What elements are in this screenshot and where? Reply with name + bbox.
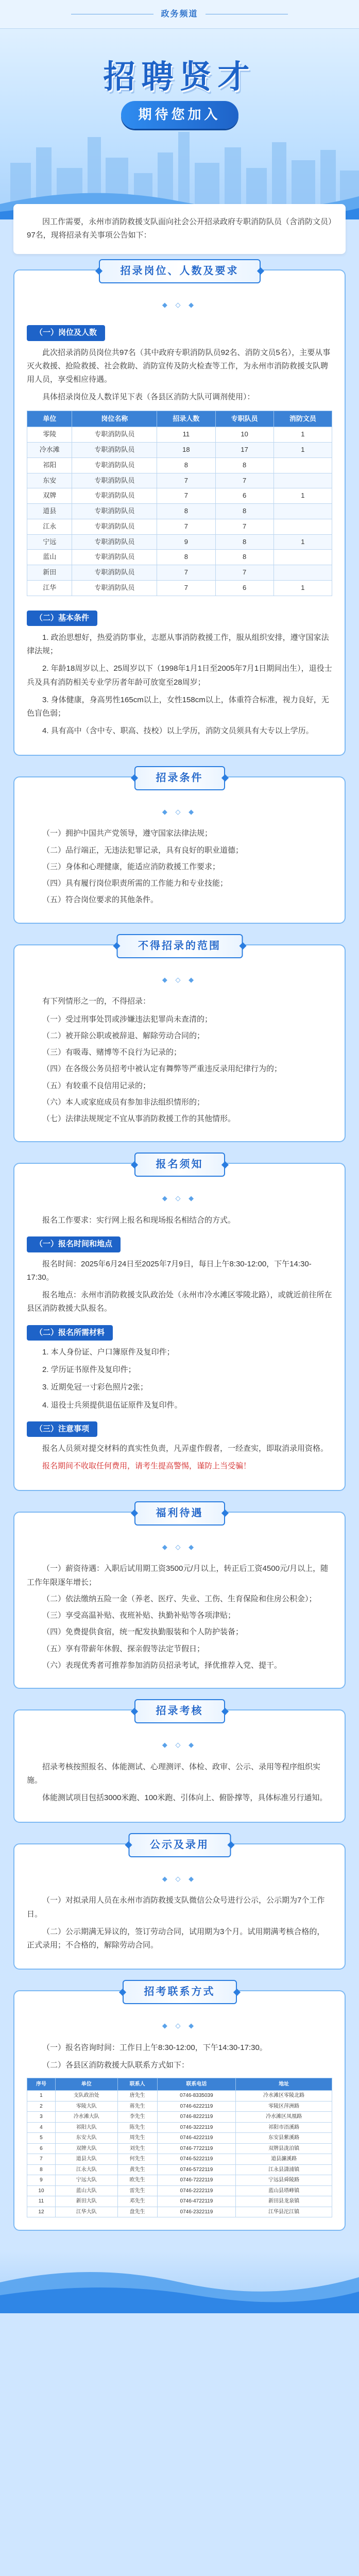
- table-cell: 江永县潇浦镇: [236, 2164, 332, 2175]
- table-cell: 专职消防队员: [72, 550, 157, 565]
- table-cell: 0746-8335039: [157, 2091, 236, 2102]
- contact-table: [27, 2078, 332, 2218]
- table-cell: [273, 473, 332, 488]
- section-application: [13, 1159, 346, 1490]
- section-heading: 福利待遇: [134, 1501, 225, 1526]
- table-cell: 冷水滩: [27, 443, 72, 458]
- paragraph: 招录考核按照报名、体能测试、心理测评、体检、政审、公示、录用等程序组织实施。: [27, 1762, 321, 1785]
- table-cell: 邓先生: [117, 2196, 157, 2207]
- table-row: [27, 504, 332, 519]
- table-cell: 0746-8222119: [157, 2112, 236, 2123]
- table-cell: 江永: [27, 519, 72, 534]
- table-cell: 江华大队: [55, 2207, 117, 2217]
- ornament: ◆ ◇ ◆: [162, 807, 197, 816]
- list-item: （三）有吸毒、赌博等不良行为记录的；: [42, 1048, 182, 1057]
- list-item: （四）具有履行岗位职责所需的工作能力和专业技能；: [42, 879, 228, 888]
- table-cell: 新田大队: [55, 2196, 117, 2207]
- table-cell: 新田县龙泉镇: [236, 2196, 332, 2207]
- paragraph: 体能测试项目包括3000米跑、100米跑、引体向上、俯卧撑等，具体标准另行通知。: [42, 1793, 328, 1803]
- table-cell: 江华县沱江镇: [236, 2207, 332, 2217]
- table-row: [27, 2133, 332, 2144]
- table-cell: [273, 550, 332, 565]
- paragraph: （一）对拟录用人员在永州市消防救援支队微信公众号进行公示，公示期为7个工作日。: [27, 1896, 325, 1919]
- table-row: [27, 427, 332, 443]
- table-cell: 蒋先生: [117, 2101, 157, 2112]
- section-heading: 招录岗位、人数及要求: [99, 259, 261, 283]
- table-cell: 专职消防队员: [72, 565, 157, 581]
- table-cell: 刘先生: [117, 2143, 157, 2154]
- paragraph: 3. 近期免冠一寸彩色照片2张；: [42, 1383, 148, 1392]
- table-cell: [273, 504, 332, 519]
- table-row: [27, 2164, 332, 2175]
- table-cell: [273, 519, 332, 534]
- table-cell: 8: [157, 550, 215, 565]
- table-cell: 2: [27, 2101, 56, 2112]
- table-header: 联系电话: [157, 2078, 236, 2091]
- table-header: 单位: [27, 411, 72, 427]
- section-positions: [13, 265, 346, 756]
- table-cell: 祁阳市浯溪路: [236, 2122, 332, 2133]
- section-heading: 公示及录用: [128, 1833, 231, 1857]
- intro-paragraph: 因工作需要，永州市消防救援支队面向社会公开招录政府专职消防队员（含消防文员）97名，现将招录有关事项公告如下：: [13, 204, 346, 254]
- paragraph: 具体招录岗位及人数详见下表（各县区消防大队可调剂使用）：: [42, 393, 255, 402]
- table-cell: [273, 565, 332, 581]
- table-header: 地址: [236, 2078, 332, 2091]
- table-cell: 0746-5222119: [157, 2154, 236, 2165]
- list-item: （二）被开除公职或被辞退、解除劳动合同的；: [42, 1031, 205, 1040]
- table-cell: 8: [157, 504, 215, 519]
- table-cell: 宁远: [27, 534, 72, 550]
- table-row: [27, 580, 332, 596]
- ornament: ◆ ◇ ◆: [162, 300, 197, 309]
- paragraph: 4. 退役士兵须提供退伍证原件及复印件。: [42, 1400, 182, 1410]
- table-cell: 0746-2222119: [157, 2185, 236, 2196]
- table-cell: 雷先生: [117, 2185, 157, 2196]
- footer-wave: [0, 2251, 359, 2313]
- section-heading: 招录考核: [134, 1699, 225, 1723]
- ornament: ◆ ◇ ◆: [162, 1543, 197, 1551]
- table-cell: 8: [27, 2164, 56, 2175]
- table-cell: 零陵区萍洲路: [236, 2101, 332, 2112]
- section-publicity: [13, 1839, 346, 1970]
- table-cell: 江华: [27, 580, 72, 596]
- list-item: （七）法律法规规定不宜从事消防救援工作的其他情形。: [42, 1114, 236, 1123]
- table-row: [27, 2091, 332, 2102]
- hero-banner: [0, 29, 359, 219]
- table-cell: 专职消防队员: [72, 488, 157, 504]
- table-cell: 7: [157, 519, 215, 534]
- table-cell: 8: [215, 534, 273, 550]
- table-cell: 3: [27, 2112, 56, 2123]
- table-cell: 7: [157, 488, 215, 504]
- table-cell: 蓝山: [27, 550, 72, 565]
- table-cell: 6: [27, 2143, 56, 2154]
- table-header: 招录人数: [157, 411, 215, 427]
- paragraph: 有下列情形之一的，不得招录：: [42, 997, 151, 1006]
- table-cell: 0746-4722119: [157, 2196, 236, 2207]
- paragraph: 2. 学历证书原件及复印件；: [42, 1365, 136, 1374]
- paragraph: 报名地点：永州市消防救援支队政治处（永州市冷水滩区零陵北路），或就近前往所在县区消防救援大队报名。: [27, 1291, 332, 1313]
- table-cell: 7: [157, 580, 215, 596]
- hero-subtitle: 期待您加入: [121, 101, 238, 129]
- table-cell: 6: [215, 488, 273, 504]
- section-heading: 招录条件: [134, 766, 225, 790]
- table-cell: 唐先生: [117, 2091, 157, 2102]
- section-exclusions: [13, 940, 346, 1143]
- table-cell: 9: [27, 2175, 56, 2186]
- table-cell: 18: [157, 443, 215, 458]
- table-row: [27, 565, 332, 581]
- list-item: （三）享受高温补贴、夜班补贴、执勤补贴等各项津贴；: [42, 1611, 236, 1620]
- list-item: （五）有较重不良信用记录的；: [42, 1081, 151, 1090]
- table-cell: 祁阳: [27, 457, 72, 473]
- table-cell: 宁远大队: [55, 2175, 117, 2186]
- ornament: ◆ ◇ ◆: [162, 975, 197, 984]
- section-selection: [13, 1705, 346, 1823]
- table-cell: 0746-7722119: [157, 2143, 236, 2154]
- table-cell: 专职消防队员: [72, 519, 157, 534]
- table-cell: 1: [273, 488, 332, 504]
- table-cell: 1: [27, 2091, 56, 2102]
- table-cell: 专职消防队员: [72, 504, 157, 519]
- table-row: [27, 519, 332, 534]
- list-item: （六）表现优秀者可推荐参加消防员招录考试，择优推荐入党、提干。: [42, 1660, 282, 1670]
- table-cell: 8: [215, 550, 273, 565]
- table-cell: 道县濂溪路: [236, 2154, 332, 2165]
- table-cell: 东安: [27, 473, 72, 488]
- table-row: [27, 2175, 332, 2186]
- table-cell: 0746-2322119: [157, 2207, 236, 2217]
- subsection-title: （一）报名时间和地点: [27, 1236, 121, 1252]
- table-cell: 0746-4222119: [157, 2133, 236, 2144]
- wave-icon: [0, 2251, 359, 2313]
- table-header: 专职队员: [215, 411, 273, 427]
- table-cell: [273, 457, 332, 473]
- table-cell: 5: [27, 2133, 56, 2144]
- table-cell: 道县: [27, 504, 72, 519]
- channel-tag[interactable]: 政务频道: [161, 9, 198, 19]
- table-cell: 专职消防队员: [72, 580, 157, 596]
- table-cell: 7: [215, 519, 273, 534]
- section-heading: 不得招录的范围: [116, 934, 243, 958]
- paragraph: 1. 本人身份证、户口簿原件及复印件；: [42, 1347, 175, 1357]
- list-item: （三）身体和心理健康，能适应消防救援工作要求；: [42, 862, 220, 871]
- warning-note: 报名期间不收取任何费用，请考生提高警惕，谨防上当受骗！: [42, 1462, 251, 1471]
- table-cell: 蓝山县塔峰镇: [236, 2185, 332, 2196]
- paragraph: 3. 身体健康，身高男性165cm以上，女性158cm以上，体重符合标准，视力良好，无色盲色弱；: [27, 695, 329, 718]
- table-header: 序号: [27, 2078, 56, 2091]
- paragraph: 报名工作要求：实行网上报名和现场报名相结合的方式。: [42, 1216, 236, 1225]
- table-cell: 双牌: [27, 488, 72, 504]
- top-bar: [0, 0, 359, 29]
- table-cell: 17: [215, 443, 273, 458]
- paragraph: 报名时间：2025年6月24日至2025年7月9日，每日上午8:30-12:00，下午14:30-17:30。: [27, 1259, 312, 1282]
- list-item: （二）依法缴纳五险一金（养老、医疗、失业、工伤、生育保险和住房公积金）；: [42, 1594, 317, 1603]
- positions-table: [27, 411, 332, 596]
- table-row: [27, 534, 332, 550]
- ornament: ◆ ◇ ◆: [162, 1194, 197, 1202]
- table-cell: 7: [215, 565, 273, 581]
- list-item: （五）符合岗位要求的其他条件。: [42, 895, 159, 905]
- table-cell: 何先生: [117, 2154, 157, 2165]
- table-cell: 专职消防队员: [72, 534, 157, 550]
- table-cell: 东安县紫溪路: [236, 2133, 332, 2144]
- list-item: （六）本人或家庭成员有参加非法组织情形的；: [42, 1097, 205, 1107]
- paragraph: 报名人员须对提交材料的真实性负责，凡弄虚作假者，一经查实，即取消录用资格。: [42, 1444, 329, 1453]
- ornament: ◆ ◇ ◆: [162, 1874, 197, 1883]
- table-row: [27, 2101, 332, 2112]
- table-row: [27, 488, 332, 504]
- table-cell: 东安大队: [55, 2133, 117, 2144]
- table-cell: 新田: [27, 565, 72, 581]
- table-cell: 专职消防队员: [72, 443, 157, 458]
- section-contact: [13, 1986, 346, 2231]
- table-row: [27, 2154, 332, 2165]
- paragraph: （二）公示期满无异议的，签订劳动合同，试用期为3个月。试用期满考核合格的，正式录用；不合格的，解除劳动合同。: [27, 1927, 325, 1950]
- table-cell: 11: [157, 427, 215, 443]
- subsection-title: （三）注意事项: [27, 1421, 97, 1437]
- table-cell: 0746-3222119: [157, 2122, 236, 2133]
- table-cell: 1: [273, 443, 332, 458]
- section-benefits: [13, 1507, 346, 1689]
- table-cell: 12: [27, 2207, 56, 2217]
- list-item: （一）拥护中国共产党领导，遵守国家法律法规；: [42, 829, 213, 838]
- table-row: [27, 550, 332, 565]
- section-heading: 报名须知: [134, 1153, 225, 1177]
- table-cell: 7: [157, 565, 215, 581]
- list-item: （五）享有带薪年休假、探亲假等法定节假日；: [42, 1644, 205, 1653]
- table-cell: 11: [27, 2196, 56, 2207]
- table-cell: 李先生: [117, 2112, 157, 2123]
- paragraph: 2. 年龄18周岁以上、25周岁以下（1998年1月1日至2005年7月1日期间出生），退役士兵及具有消防相关专业学历者年龄可放宽至28周岁；: [27, 664, 332, 687]
- ornament: ◆ ◇ ◆: [162, 2022, 197, 2030]
- table-row: [27, 473, 332, 488]
- table-cell: 0746-7222119: [157, 2175, 236, 2186]
- subsection-title: （二）报名所需材料: [27, 1325, 113, 1341]
- table-row: [27, 443, 332, 458]
- table-cell: 4: [27, 2122, 56, 2133]
- table-cell: 1: [273, 534, 332, 550]
- table-cell: 10: [215, 427, 273, 443]
- list-item: （一）受过刑事处罚或涉嫌违法犯罪尚未查清的；: [42, 1014, 213, 1024]
- table-cell: 宁远县舜陵路: [236, 2175, 332, 2186]
- table-cell: 蓝山大队: [55, 2185, 117, 2196]
- ornament: ◆ ◇ ◆: [162, 1741, 197, 1749]
- table-row: [27, 2207, 332, 2217]
- table-cell: 9: [157, 534, 215, 550]
- section-heading: 招考联系方式: [123, 1980, 237, 2004]
- table-cell: 冷水滩区零陵北路: [236, 2091, 332, 2102]
- list-item: （一）薪资待遇：入职后试用期工资3500元/月以上，转正后工资4500元/月以上，随工作年限逐年增长；: [27, 1564, 329, 1587]
- table-cell: 7: [27, 2154, 56, 2165]
- table-row: [27, 2196, 332, 2207]
- table-cell: 支队政治处: [55, 2091, 117, 2102]
- table-cell: 7: [157, 473, 215, 488]
- table-cell: 1: [273, 427, 332, 443]
- table-cell: 8: [157, 457, 215, 473]
- table-cell: 道县大队: [55, 2154, 117, 2165]
- table-header: 消防文员: [273, 411, 332, 427]
- table-cell: 欧先生: [117, 2175, 157, 2186]
- table-cell: 8: [215, 504, 273, 519]
- table-row: [27, 457, 332, 473]
- table-cell: 7: [215, 473, 273, 488]
- table-cell: 冷水滩大队: [55, 2112, 117, 2123]
- table-cell: 专职消防队员: [72, 427, 157, 443]
- paragraph: （二）各县区消防救援大队联系方式如下：: [42, 2061, 190, 2070]
- table-row: [27, 2143, 332, 2154]
- table-cell: 双牌县泷泊镇: [236, 2143, 332, 2154]
- table-cell: 祁阳大队: [55, 2122, 117, 2133]
- table-cell: 8: [215, 457, 273, 473]
- section-requirements: [13, 772, 346, 924]
- table-cell: 陈先生: [117, 2122, 157, 2133]
- table-cell: 江永大队: [55, 2164, 117, 2175]
- table-cell: 专职消防队员: [72, 457, 157, 473]
- table-cell: 专职消防队员: [72, 473, 157, 488]
- table-header: 岗位名称: [72, 411, 157, 427]
- table-header: 联系人: [117, 2078, 157, 2091]
- table-cell: 零陵: [27, 427, 72, 443]
- list-item: （四）免费提供食宿，统一配发执勤服装和个人防护装备；: [42, 1628, 244, 1637]
- list-item: （四）在各级公务员招考中被认定有舞弊等严重违反录用纪律行为的；: [42, 1064, 282, 1074]
- table-cell: 冷水滩区凤凰路: [236, 2112, 332, 2123]
- table-cell: 1: [273, 580, 332, 596]
- hero-title: 招聘贤才: [103, 59, 256, 95]
- table-row: [27, 2185, 332, 2196]
- subsection-title: （二）基本条件: [27, 611, 97, 626]
- table-cell: 双牌大队: [55, 2143, 117, 2154]
- list-item: （二）品行端正，无违法犯罪记录，具有良好的职业道德；: [42, 845, 244, 855]
- table-cell: 10: [27, 2185, 56, 2196]
- table-cell: 6: [215, 580, 273, 596]
- paragraph: （一）报名咨询时间：工作日上午8:30-12:00，下午14:30-17:30。: [42, 2043, 267, 2052]
- table-row: [27, 2112, 332, 2123]
- paragraph: 4. 具有高中（含中专、职高、技校）以上学历，消防文员须具有大专以上学历。: [42, 726, 314, 736]
- paragraph: 此次招录消防员岗位共97名（其中政府专职消防队员92名、消防文员5名），主要从事灭火救援、抢险救援、社会救助、消防宣传及防火检查等工作，为永州市消防救援支队聘用人员，享受相应待遇。: [27, 348, 331, 384]
- table-row: [27, 2122, 332, 2133]
- paragraph: 1. 政治思想好，热爱消防事业，志愿从事消防救援工作，服从组织安排，遵守国家法律法规；: [27, 633, 329, 655]
- table-cell: 0746-5722119: [157, 2164, 236, 2175]
- subsection-title: （一）岗位及人数: [27, 325, 105, 341]
- table-cell: 盘先生: [117, 2207, 157, 2217]
- table-cell: 0746-6222119: [157, 2101, 236, 2112]
- table-header: 单位: [55, 2078, 117, 2091]
- table-cell: 零陵大队: [55, 2101, 117, 2112]
- table-cell: 黄先生: [117, 2164, 157, 2175]
- table-cell: 周先生: [117, 2133, 157, 2144]
